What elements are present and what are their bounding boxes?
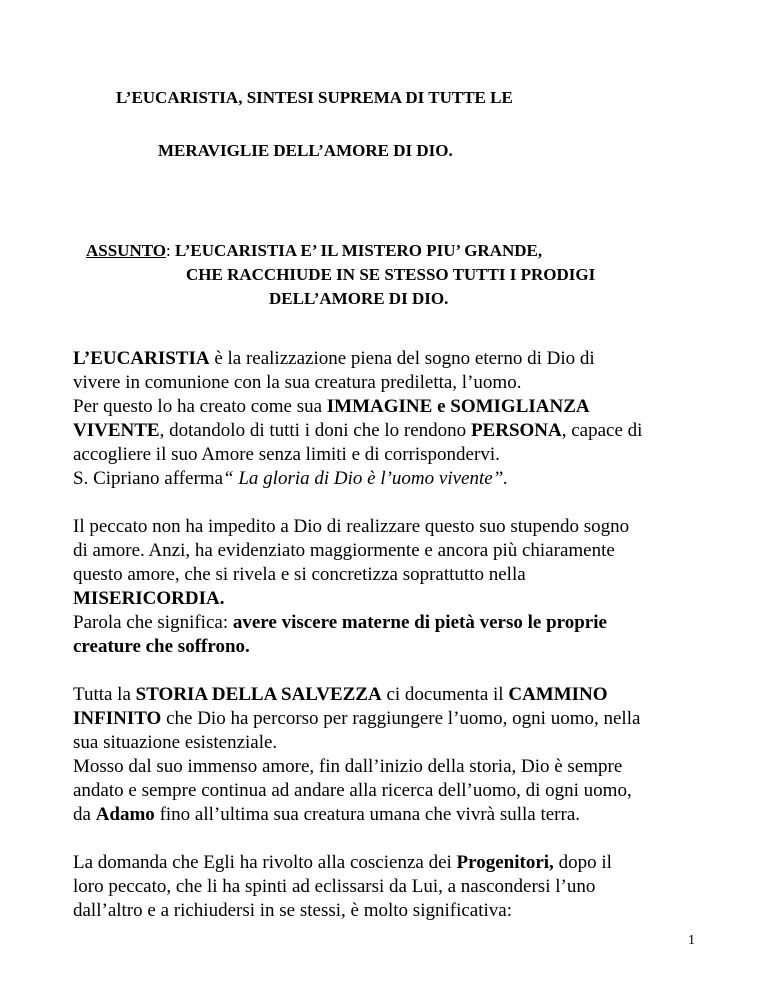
p2-line-3: questo amore, che si rivela e si concretizza soprattutto nella [73, 564, 526, 585]
p4-line-1 [73, 851, 612, 875]
p1-text: , capace di [561, 420, 643, 441]
p4-line-2: loro peccato, che li ha spinti ad eclissarsi da Lui, a nascondersi l’uno [73, 876, 596, 897]
p3-bold-cammino: CAMMINO [508, 684, 608, 705]
p1-line-6 [73, 467, 508, 491]
p3-text: che Dio ha percorso per raggiungere l’uomo, ogni uomo, nella [161, 708, 641, 729]
p2-line-1: Il peccato non ha impedito a Dio di realizzare questo suo stupendo sogno [73, 516, 630, 537]
assunto-line-2: CHE RACCHIUDE IN SE STESSO TUTTI I PRODIGI [186, 265, 596, 284]
p3-line-2 [73, 707, 640, 731]
p1-line-5: accogliere il suo Amore senza limiti e di corrispondervi. [73, 444, 500, 465]
p3-line-4: Mosso dal suo immenso amore, fin dall’inizio della storia, Dio è sempre [73, 756, 623, 777]
p1-line-3 [73, 395, 590, 419]
p1-quote: “ La gloria di Dio è l’uomo vivente”. [223, 468, 509, 489]
title-line-2: MERAVIGLIE DELL’AMORE DI DIO. [158, 141, 453, 160]
p3-text: Tutta la [73, 684, 136, 705]
assunto-line-1 [86, 239, 542, 263]
p2-line-2: di amore. Anzi, ha evidenziato maggiormente e ancora più chiaramente [73, 540, 615, 561]
p1-bold-persona: PERSONA [470, 420, 562, 441]
p1-bold-immagine: IMMAGINE e SOMIGLIANZA [326, 396, 590, 417]
title-line-1: L’EUCARISTIA, SINTESI SUPREMA DI TUTTE LE [116, 88, 513, 107]
p3-text: da [73, 804, 96, 825]
p1-text: S. Cipriano afferma [73, 468, 224, 489]
assunto-label: ASSUNTO [86, 241, 166, 260]
p4-bold-progenitori: Progenitori, [456, 852, 554, 873]
p3-bold-storia: STORIA DELLA SALVEZZA [135, 684, 382, 705]
p1-bold-eucaristia: L’EUCARISTIA [73, 348, 210, 369]
assunto-line-3: DELL’AMORE DI DIO. [269, 289, 449, 308]
p2-line-4: MISERICORDIA. [73, 588, 225, 609]
p3-bold-adamo: Adamo [95, 804, 155, 825]
p3-line-5: andato e sempre continua ad andare alla ricerca dell’uomo, di ogni uomo, [73, 780, 632, 801]
p2-line-6: creature che soffrono. [73, 636, 250, 657]
p4-text: dopo il [553, 852, 612, 873]
p1-text: Per questo lo ha creato come sua [73, 396, 327, 417]
p1-line-4 [73, 419, 642, 443]
p3-line-1 [73, 683, 608, 707]
p2-bold-definition: avere viscere materne di pietà verso le proprie [232, 612, 607, 633]
page-number: 1 [688, 933, 695, 948]
p2-line-5 [73, 611, 607, 635]
p1-bold-vivente: VIVENTE [73, 420, 160, 441]
p3-line-3: sua situazione esistenziale. [73, 732, 278, 753]
p1-line-1 [73, 347, 595, 371]
p3-text: ci documenta il [381, 684, 509, 705]
p1-line-2: vivere in comunione con la sua creatura prediletta, l’uomo. [73, 372, 522, 393]
p1-text: , dotandolo di tutti i doni che lo rendono [159, 420, 471, 441]
assunto-colon: : [166, 241, 171, 260]
p4-text: La domanda che Egli ha rivolto alla coscienza dei [73, 852, 457, 873]
p3-line-6 [73, 803, 580, 827]
p3-text: fino all’ultima sua creatura umana che vivrà sulla terra. [154, 804, 581, 825]
p4-line-3: dall’altro e a richiudersi in se stessi, è molto significativa: [73, 900, 512, 921]
assunto-text-1: L’EUCARISTIA E’ IL MISTERO PIU’ GRANDE, [170, 241, 543, 260]
p2-text: Parola che significa: [73, 612, 233, 633]
p3-bold-infinito: INFINITO [73, 708, 162, 729]
p1-text: è la realizzazione piena del sogno eterno di Dio di [209, 348, 595, 369]
